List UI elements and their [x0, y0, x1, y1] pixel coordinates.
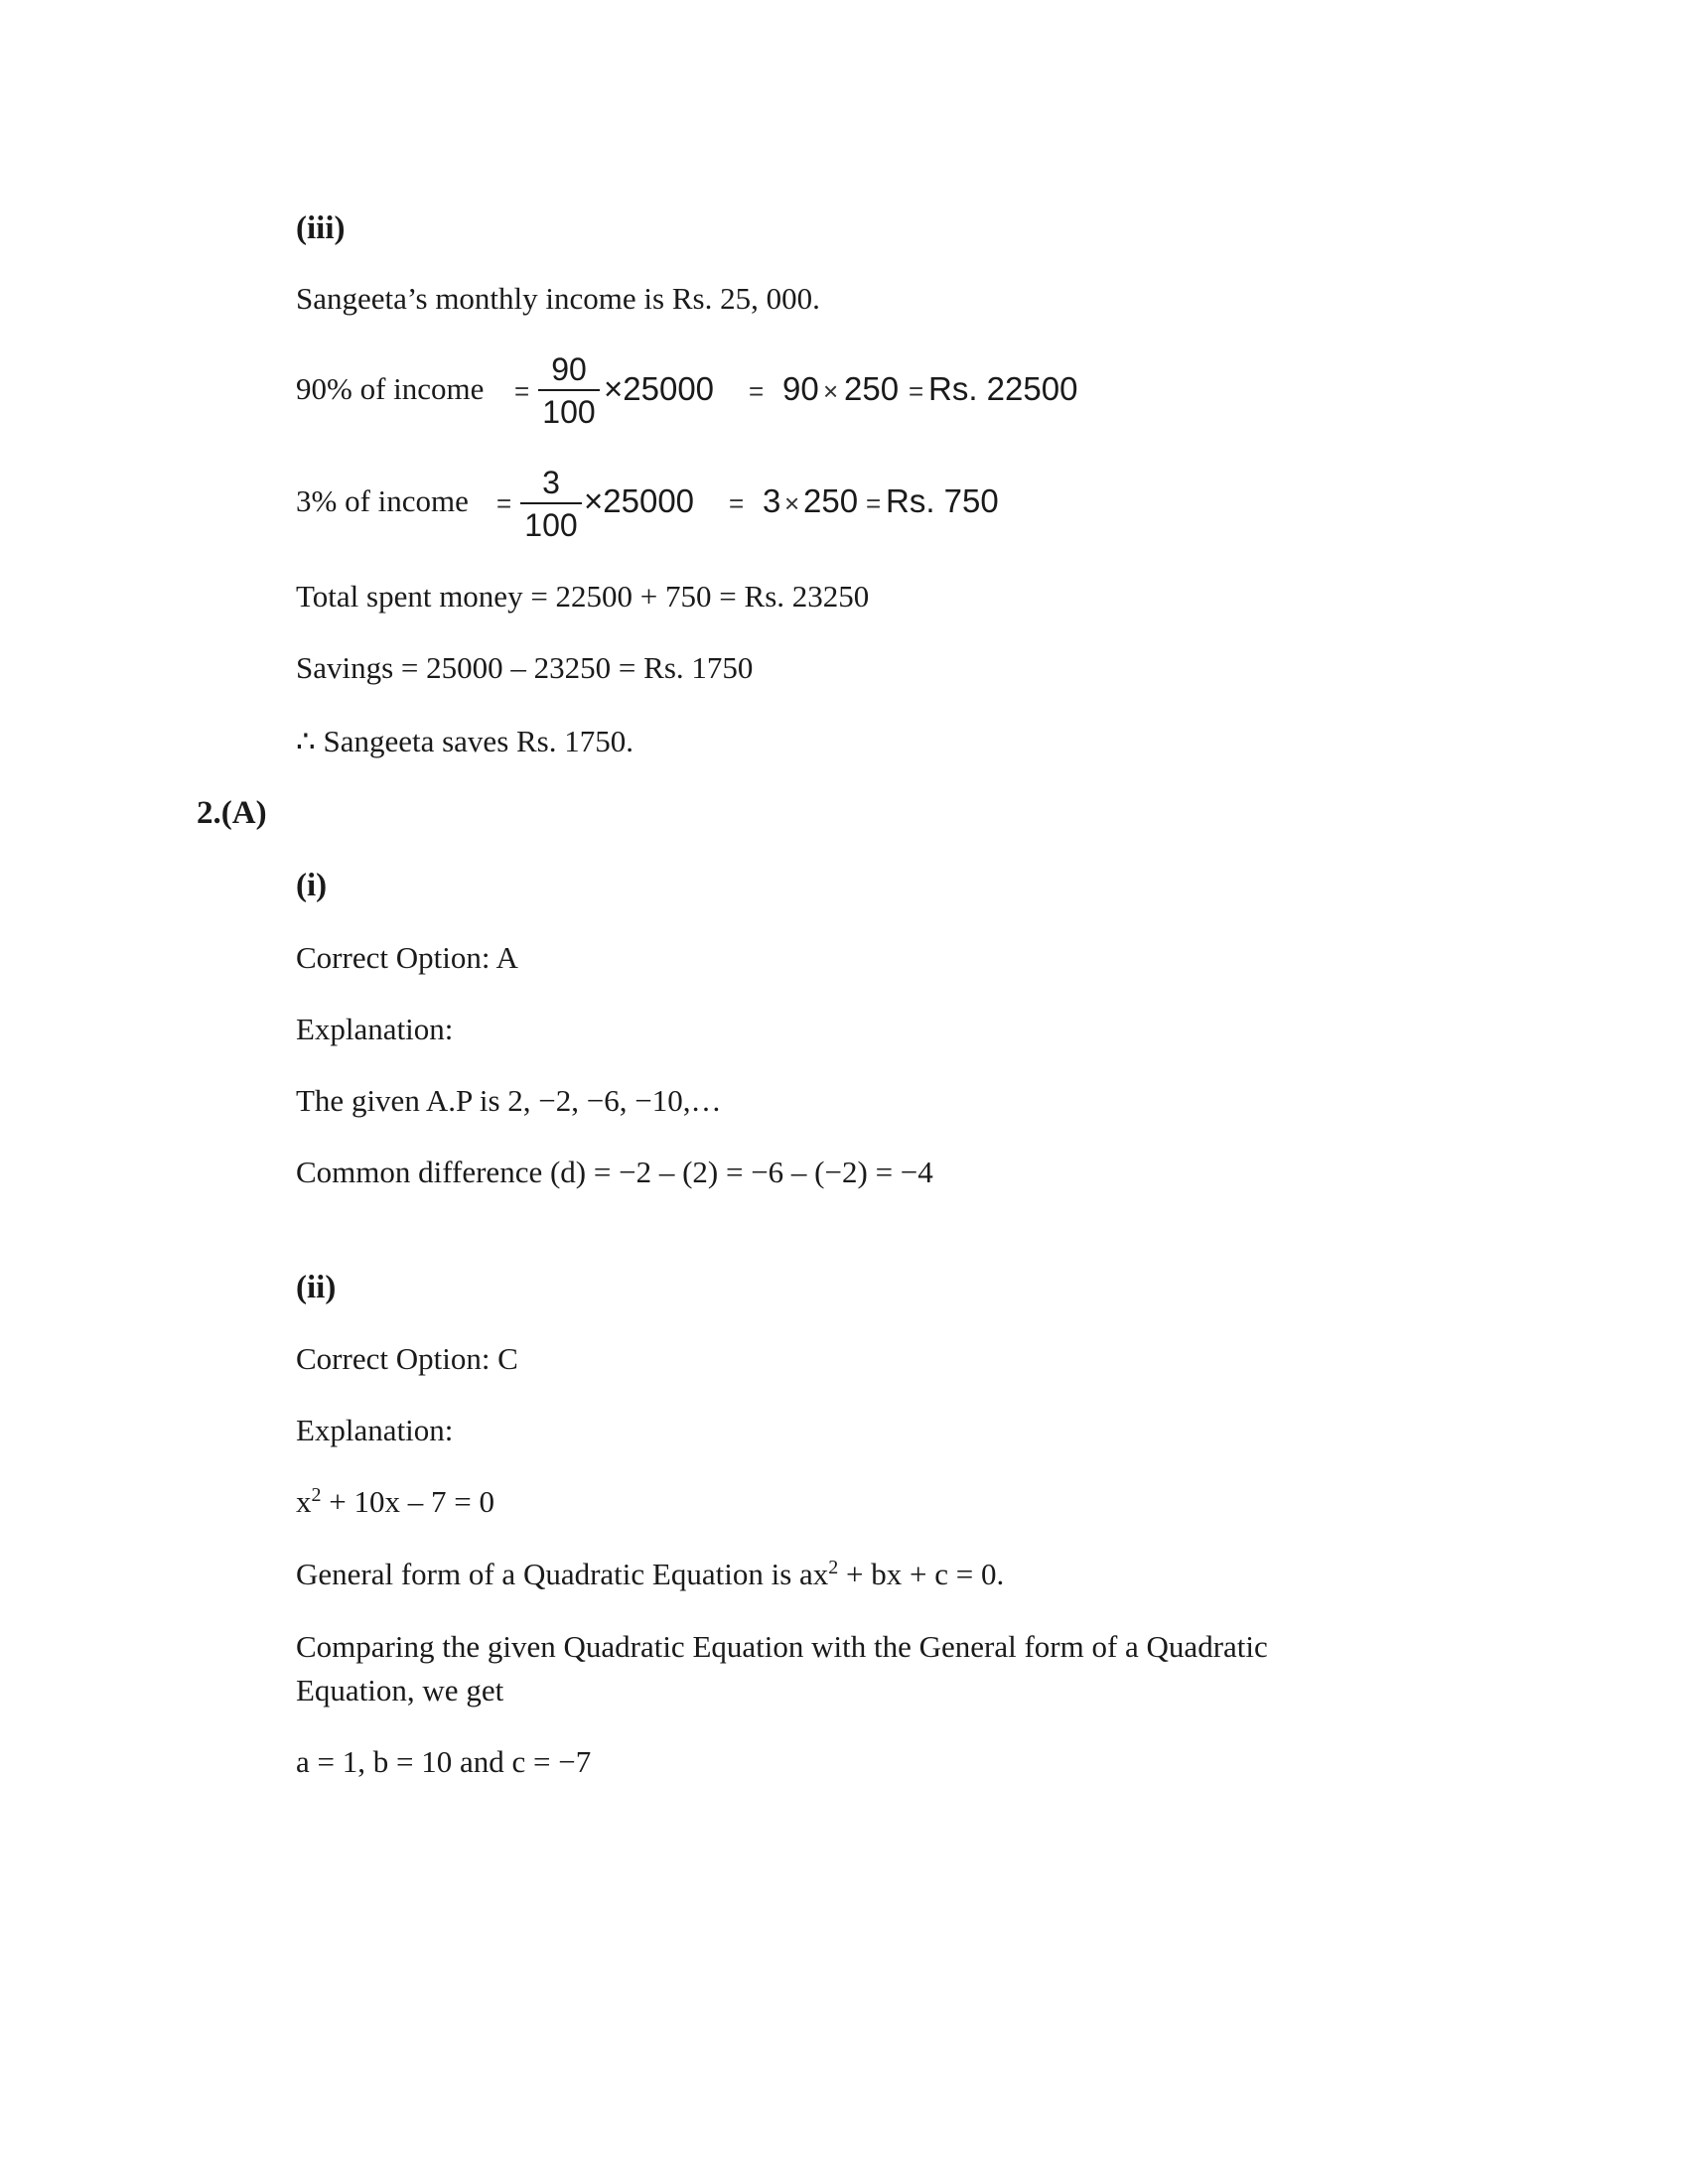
explanation-heading-ii: Explanation:: [296, 1413, 454, 1447]
question-heading-2a: 2.(A): [197, 795, 267, 831]
subpart-label-ii: (ii): [296, 1270, 337, 1305]
comparing-line-2: Equation, we get: [296, 1673, 504, 1707]
eq3-equals: =: [496, 488, 512, 518]
explanation-heading-i: Explanation:: [296, 1012, 454, 1046]
eq90-prefix: 90% of income: [296, 371, 485, 406]
eq90-denominator: 100: [542, 394, 596, 430]
eq90-result: Rs. 22500: [928, 370, 1078, 407]
correct-option-ii: Correct Option: C: [296, 1341, 518, 1376]
eq3-fraction: [520, 463, 582, 544]
ap-line: The given A.P is 2, −2, −6, −10,…: [296, 1083, 722, 1118]
comparing-line-1: Comparing the given Quadratic Equation with the General form of a Quadratic: [296, 1629, 1268, 1664]
eq90-equals-2: =: [749, 376, 765, 406]
conclusion-line: ∴ Sangeeta saves Rs. 1750.: [296, 724, 634, 758]
eq90-equals: =: [514, 376, 530, 406]
total-spent-line: Total spent money = 22500 + 750 = Rs. 23250: [296, 579, 870, 614]
common-difference-line: Common difference (d) = −2 – (2) = −6 – (−2) = −4: [296, 1155, 933, 1189]
eq3-rhs-1: 3: [763, 482, 781, 519]
eq-rest: + 10x – 7 = 0: [321, 1484, 494, 1519]
subpart-label-i: (i): [296, 868, 328, 903]
eq-exponent: 2: [311, 1484, 322, 1506]
general-form-line: [296, 1555, 1004, 1594]
eq90-rhs-2: 250: [844, 370, 900, 407]
eq3-numerator: 3: [542, 465, 560, 500]
eq90-numerator: 90: [551, 351, 587, 387]
eq3-times-base: ×25000: [584, 482, 695, 519]
subpart-label-iii: (iii): [296, 210, 346, 246]
general-form-rest: + bx + c = 0.: [838, 1557, 1005, 1591]
correct-option-i: Correct Option: A: [296, 940, 518, 975]
eq3-equals-3: =: [866, 488, 882, 518]
eq90-fraction: [538, 349, 600, 431]
eq90-times: ×: [823, 376, 839, 406]
eq3-times: ×: [784, 488, 800, 518]
eq90-times-base: ×25000: [604, 370, 715, 407]
general-form-exponent: 2: [828, 1557, 839, 1578]
income-statement: Sangeeta’s monthly income is Rs. 25, 000.: [296, 281, 820, 316]
eq3-rhs-2: 250: [803, 482, 859, 519]
eq90-rhs-1: 90: [782, 370, 819, 407]
eq90-equals-3: =: [909, 376, 924, 406]
general-form-base: General form of a Quadratic Equation is ax: [296, 1557, 829, 1591]
coefficients-line: a = 1, b = 10 and c = −7: [296, 1744, 592, 1779]
eq3-denominator: 100: [524, 507, 578, 543]
given-equation-line: [296, 1482, 494, 1522]
eq-base: x: [296, 1484, 312, 1519]
eq3-prefix: 3% of income: [296, 483, 469, 518]
eq3-equals-2: =: [729, 488, 745, 518]
savings-line: Savings = 25000 – 23250 = Rs. 1750: [296, 650, 754, 685]
eq3-result: Rs. 750: [886, 482, 999, 519]
